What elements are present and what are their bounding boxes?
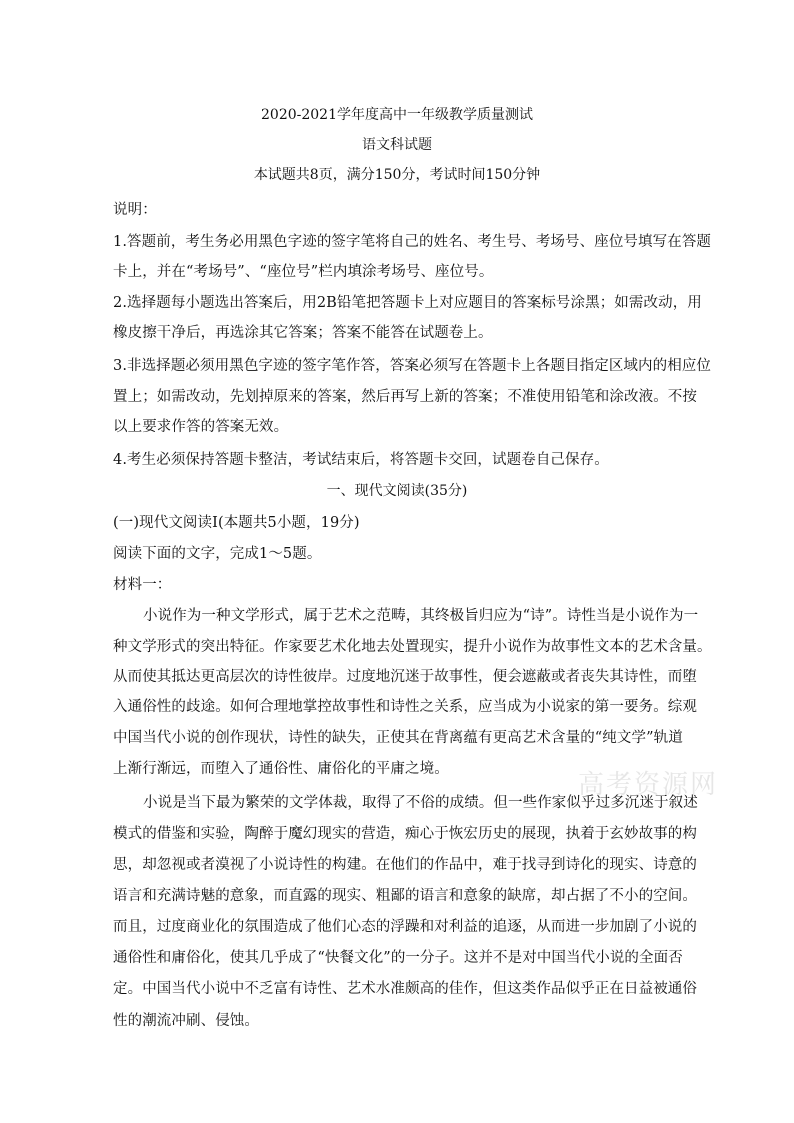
passage-line: 小说作为一种文学形式，属于艺术之范畴，其终极旨归应为“诗”。诗性当是小说作为一 [143, 608, 699, 624]
exam-subject: 语文科试题 [362, 137, 432, 153]
instruction-line: 1.答题前，考生务必用黑色字迹的签字笔将自己的姓名、考生号、考场号、座位号填写在答题 [113, 234, 712, 250]
passage-line: 从而使其抵达更高层次的诗性彼岸。过度地沉迷于故事性，便会遮蔽或者丧失其诗性，而堕 [113, 669, 697, 685]
exam-title: 2020-2021学年度高中一年级教学质量测试 [261, 107, 533, 123]
passage-line: 小说是当下最为繁荣的文学体裁，取得了不俗的成绩。但一些作家似乎过多沉迷于叙述 [143, 795, 698, 811]
passage-line: 通俗性和庸俗化，使其几乎成了“快餐文化”的一分子。这并不是对中国当代小说的全面否 [113, 950, 683, 966]
passage-line: 模式的借鉴和实验，陶醉于魔幻现实的营造，痴心于恢宏历史的展现，执着于玄妙故事的构 [113, 826, 697, 842]
watermark: 高考资源网 [578, 770, 719, 800]
section-title: 一、现代文阅读(35分) [326, 483, 468, 499]
exam-info: 本试题共8页，满分150分，考试时间150分钟 [253, 167, 541, 183]
passage-line: 入通俗性的歧途。如何合理地掌控故事性和诗性之关系，应当成为小说家的第一要务。综观 [113, 699, 697, 715]
passage-line: 而且，过度商业化的氛围造成了他们心态的浮躁和对利益的追逐，从而进一步加剧了小说的 [113, 919, 697, 935]
passage-line: 语言和充满诗魅的意象，而直露的现实、粗鄙的语言和意象的缺席，却占据了不小的空间。 [113, 888, 697, 904]
passage-line: 中国当代小说的创作现状，诗性的缺失，正使其在背离蕴有更高艺术含量的“纯文学”轨道 [113, 730, 683, 746]
instruction-line: 置上；如需改动，先划掉原来的答案，然后再写上新的答案；不准使用铅笔和涂改液。不按 [113, 389, 697, 405]
instruction-line: 3.非选择题必须用黑色字迹的签字笔作答，答案必须写在答题卡上各题目指定区域内的相应位 [113, 358, 712, 374]
instruction-line: 以上要求作答的答案无效。 [113, 419, 289, 435]
instruction-line: 橡皮擦干净后，再选涂其它答案；答案不能答在试题卷上。 [113, 325, 493, 341]
passage-line: 上渐行渐远，而堕入了通俗性、庸俗化的平庸之境。 [113, 761, 449, 777]
passage-line: 思，却忽视或者漠视了小说诗性的构建。在他们的作品中，难于找寻到诗化的现实、诗意的 [113, 857, 697, 873]
instruction-line: 2.选择题每小题选出答案后，用2B铅笔把答题卡上对应题目的答案标号涂黑；如需改动，用 [113, 295, 702, 311]
passage-line: 定。中国当代小说中不乏富有诗性、艺术水准颇高的佳作，但这类作品似乎正在日益被通俗 [113, 981, 697, 997]
instructions-heading: 说明： [113, 202, 157, 218]
reading-prompt: 阅读下面的文字，完成1～5题。 [113, 546, 322, 562]
instruction-line: 卡上，并在“考场号”、“座位号”栏内填涂考场号、座位号。 [113, 264, 494, 280]
passage-line: 种文学形式的突出特征。作家要艺术化地去处置现实，提升小说作为故事性文本的艺术含量。 [113, 639, 712, 655]
section-subtitle: (一)现代文阅读I(本题共5小题，19分) [113, 515, 360, 531]
passage-line: 性的潮流冲刷、侵蚀。 [113, 1013, 259, 1029]
material-label: 材料一： [113, 577, 172, 593]
instruction-line: 4.考生必须保持答题卡整洁，考试结束后，将答题卡交回，试题卷自己保存。 [113, 452, 609, 468]
